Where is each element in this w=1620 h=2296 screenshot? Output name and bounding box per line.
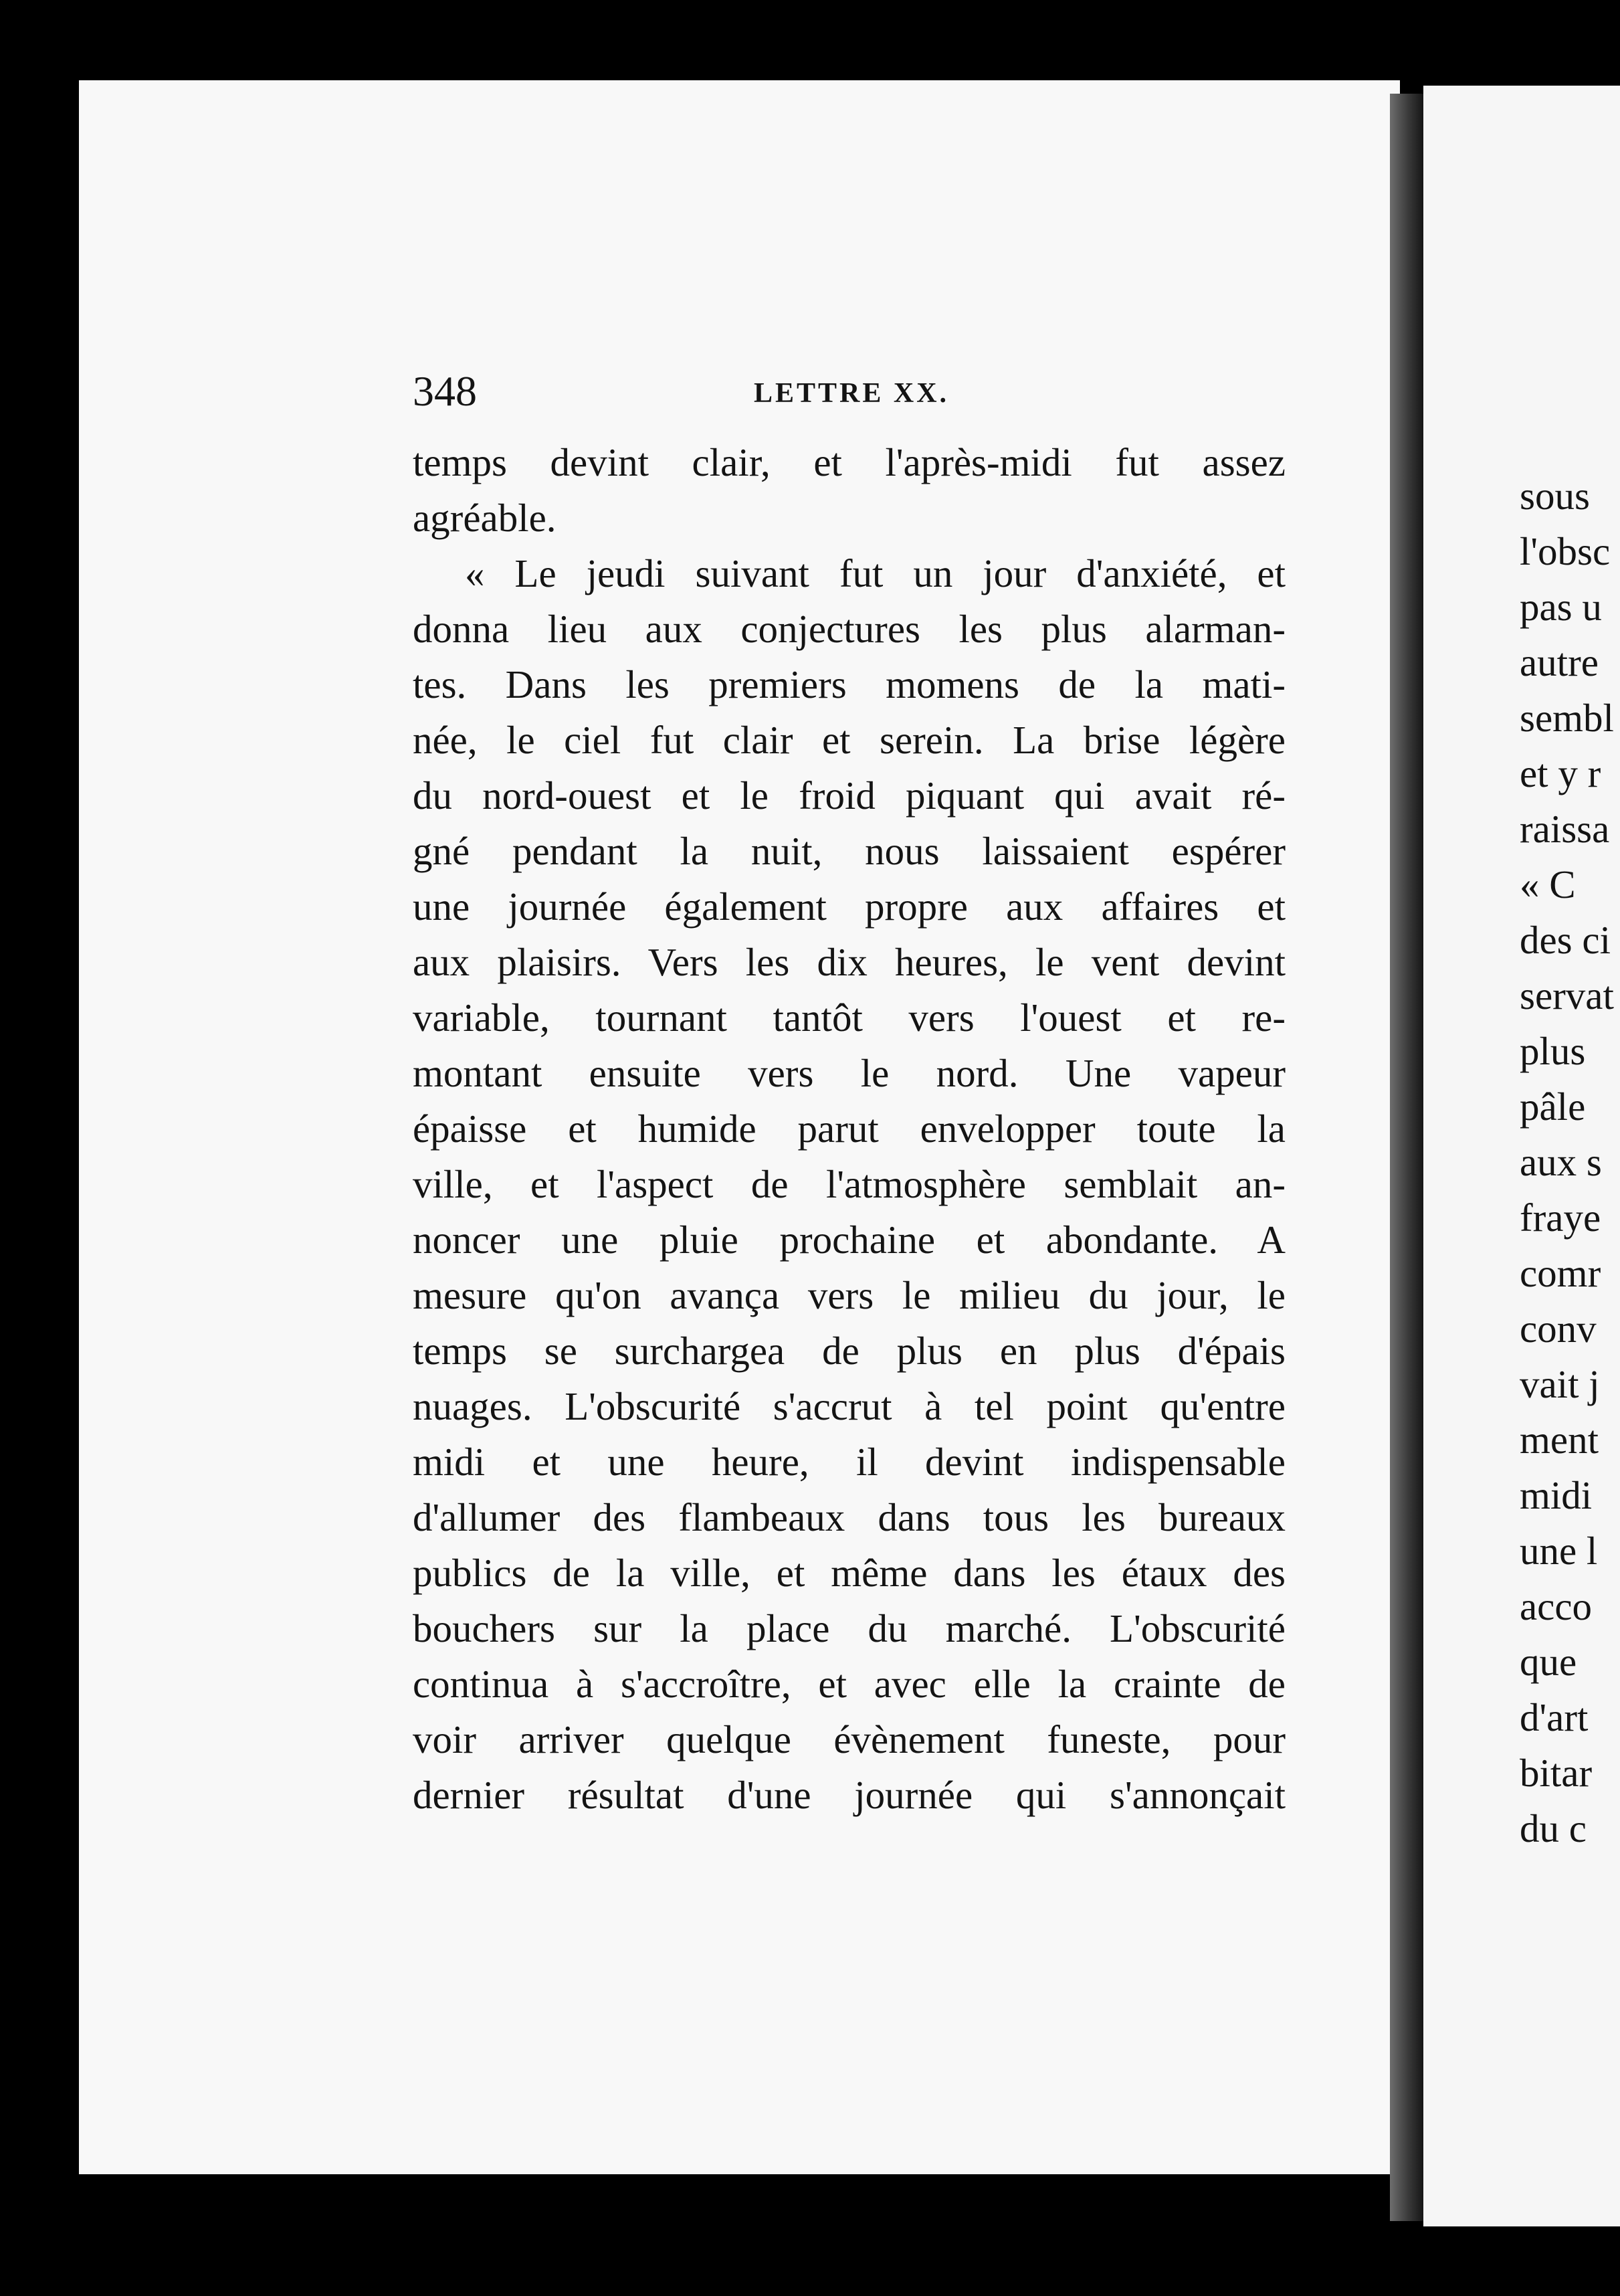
text-line: gné pendant la nuit, nous laissaient espérer [413,829,1286,873]
paragraph-first-line: « Le jeudi suivant fut un jour d'anxiété, et [465,551,1286,595]
text-line: publics de la ville, et même dans les étaux des [413,1551,1286,1595]
text-line: noncer une pluie prochaine et abondante. A [413,1218,1286,1262]
text-line: d'allumer des flambeaux dans tous les bureaux [413,1495,1286,1539]
text-line: agréable. [413,496,556,540]
facing-text-line: ment [1520,1418,1599,1462]
body-text [413,435,1286,1823]
text-line: dernier résultat d'une journée qui s'annonçait [413,1773,1286,1817]
text-line: mesure qu'on avança vers le milieu du jour, le [413,1273,1286,1317]
facing-text-line: que [1520,1640,1577,1684]
text-line: variable, tournant tantôt vers l'ouest et re- [413,995,1286,1040]
text-line: épaisse et humide parut envelopper toute la [413,1107,1286,1151]
facing-text-line: servat [1520,973,1614,1018]
facing-text-line: sembl [1520,696,1614,740]
text-line: midi et une heure, il devint indispensable [413,1440,1286,1484]
text-line: voir arriver quelque évènement funeste, pour [413,1717,1286,1761]
facing-text-line: d'art [1520,1695,1589,1739]
text-line: montant ensuite vers le nord. Une vapeur [413,1051,1286,1095]
text-line: nuages. L'obscurité s'accrut à tel point qu'entre [413,1384,1286,1428]
book-gutter [1390,94,1423,2221]
facing-text-line: fraye [1520,1195,1601,1240]
facing-text-line: des ci [1520,918,1611,962]
facing-text-line: sous [1520,474,1590,518]
facing-text-line: plus [1520,1029,1586,1073]
text-line: née, le ciel fut clair et serein. La brise légère [413,718,1286,762]
page-header [413,365,1286,418]
text-line: du nord-ouest et le froid piquant qui avait ré- [413,773,1286,818]
facing-text-line: bitar [1520,1751,1593,1795]
text-line: continua à s'accroître, et avec elle la crainte de [413,1662,1286,1706]
facing-text-line: pâle [1520,1084,1586,1129]
facing-text-line: « C [1520,862,1576,906]
facing-text-line: et y r [1520,751,1601,795]
text-line: bouchers sur la place du marché. L'obscurité [413,1606,1286,1650]
facing-text-line: l'obsc [1520,529,1611,573]
text-line: une journée également propre aux affaires et [413,884,1286,929]
text-line: tes. Dans les premiers momens de la mati- [413,662,1286,706]
facing-text-line: conv [1520,1307,1597,1351]
text-line: donna lieu aux conjectures les plus alarman- [413,607,1286,651]
page-number: 348 [413,367,477,415]
facing-page-text [1520,468,1614,1856]
facing-text-line: une l [1520,1529,1598,1573]
facing-text-line: aux s [1520,1140,1602,1184]
facing-text-line: acco [1520,1584,1593,1628]
facing-text-line: pas u [1520,585,1602,629]
text-line: ville, et l'aspect de l'atmosphère semblait an- [413,1162,1286,1206]
facing-text-line: raissa [1520,807,1610,851]
running-head: LETTRE XX. [754,378,950,409]
facing-text-line: midi [1520,1473,1593,1517]
text-line: temps se surchargea de plus en plus d'épais [413,1329,1286,1373]
text-line: aux plaisirs. Vers les dix heures, le vent devint [413,940,1286,984]
facing-text-line: vait j [1520,1362,1600,1406]
facing-text-line: autre [1520,640,1599,684]
facing-text-line: comr [1520,1251,1601,1295]
text-line: temps devint clair, et l'après-midi fut assez [413,440,1286,484]
facing-text-line: du c [1520,1806,1587,1850]
